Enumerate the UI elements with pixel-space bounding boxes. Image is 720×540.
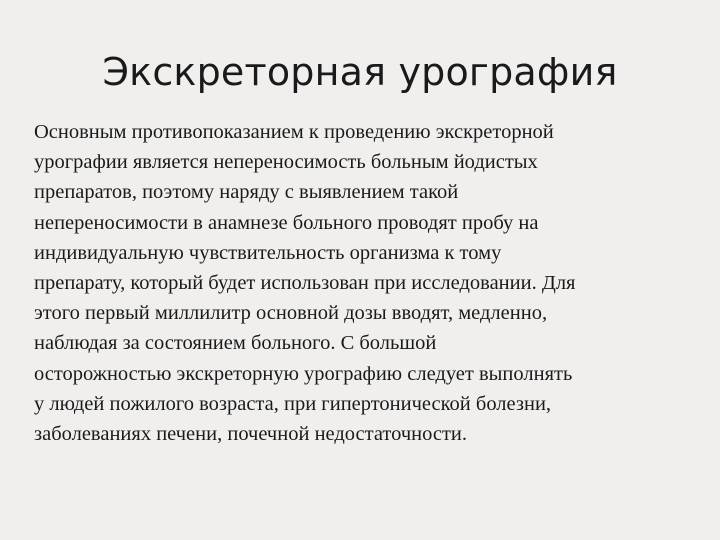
body-line: индивидуальную чувствительность организма к тому <box>34 241 502 264</box>
body-line: у людей пожилого возраста, при гипертонической болезни, <box>34 392 552 415</box>
body-line: этого первый миллилитр основной дозы вводят, медленно, <box>34 302 548 325</box>
body-line: осторожностью экскреторную урографию следует выполнять <box>34 362 573 385</box>
body-line: Основным противопоказанием к проведению экскреторной <box>34 121 554 143</box>
body-line: урографии является непереносимость больным йодистых <box>34 151 538 174</box>
body-line: препаратов, поэтому наряду с выявлением такой <box>34 181 459 204</box>
body-line: препарату, который будет использован при исследовании. Для <box>34 272 576 295</box>
body-line: непереносимости в анамнезе больного проводят пробу на <box>34 211 539 234</box>
slide-title: Экскреторная урография <box>102 50 618 94</box>
body-line: заболеваниях печени, почечной недостаточности. <box>34 423 468 446</box>
slide-body-text <box>34 117 684 449</box>
body-line: наблюдая за состоянием больного. С большой <box>34 332 437 355</box>
